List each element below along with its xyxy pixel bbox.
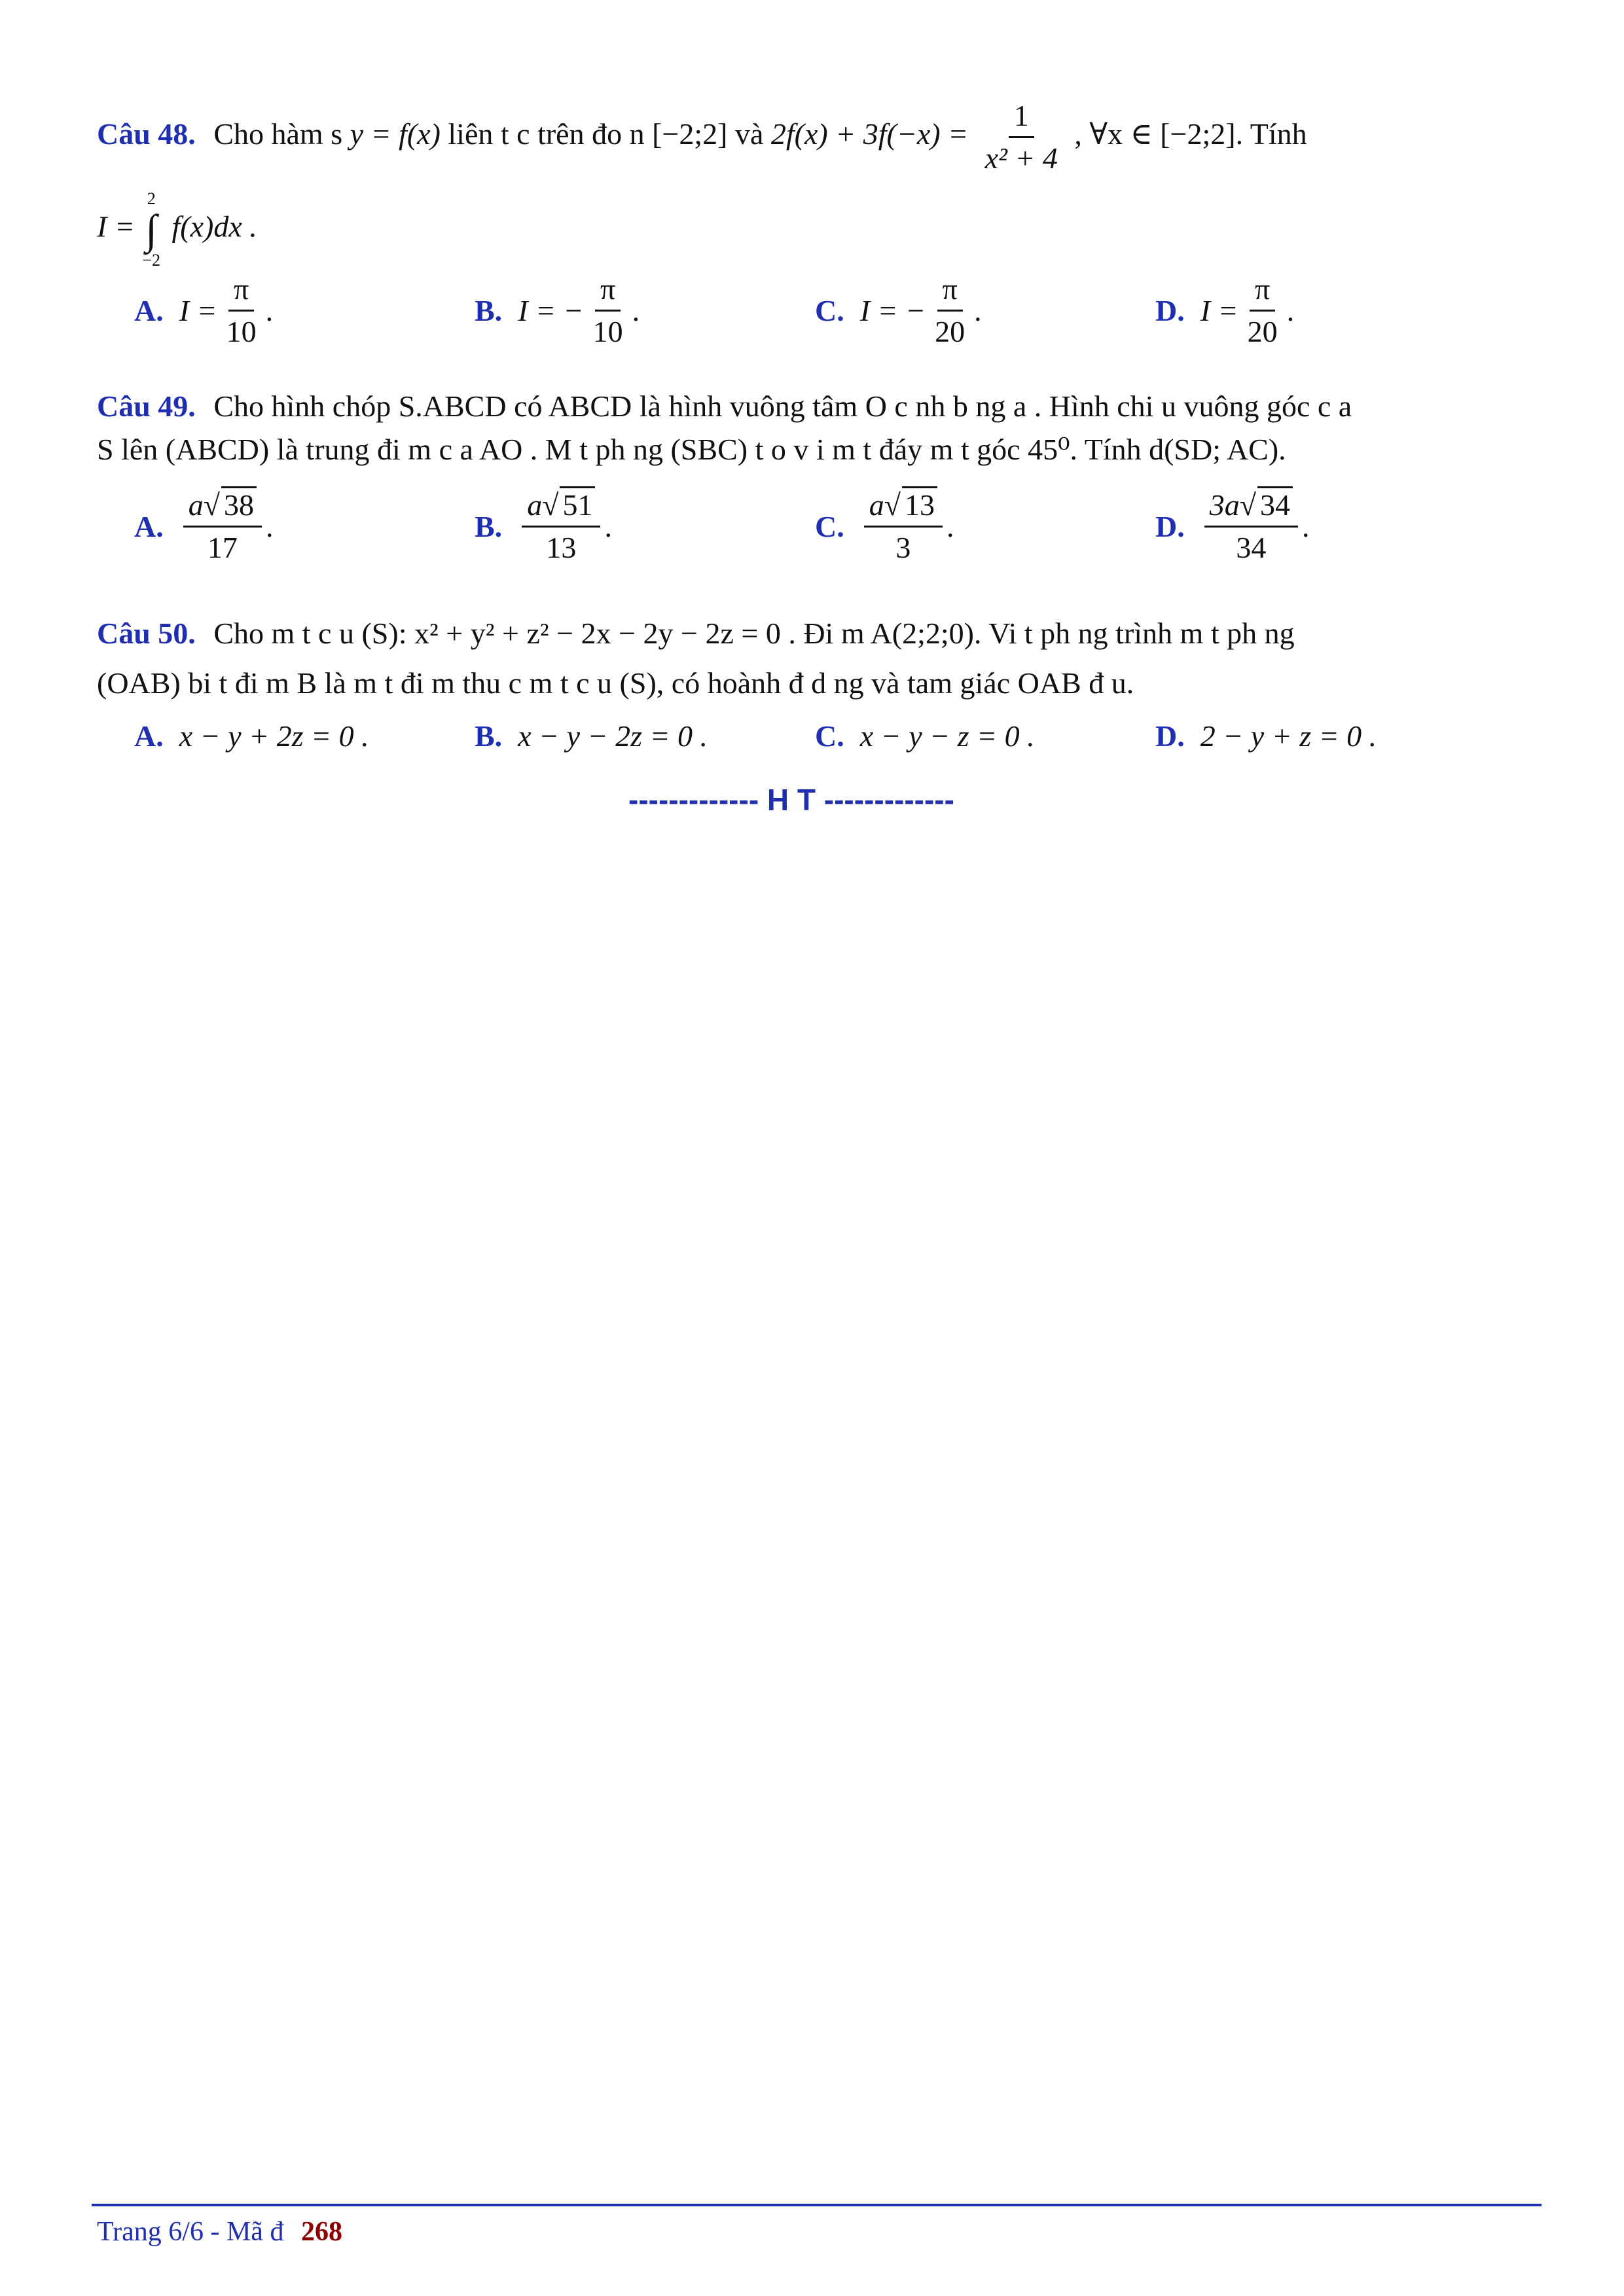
coefficient: a [527, 488, 543, 522]
fraction-denominator: 13 [546, 531, 577, 564]
option-expression: x − y − 2z = 0 . [518, 719, 708, 753]
question-48-text-c: và [734, 117, 771, 151]
question-49-label: Câu 49. [97, 389, 196, 423]
question-48-label: Câu 48. [97, 117, 196, 151]
fraction-denominator: 34 [1236, 531, 1267, 564]
question-50-text-1: Cho m t c u (S): x² + y² + z² − 2x − 2y − 2z = 0 . Đi m A(2;2;0). Vi t ph ng trình m t ph ng [213, 617, 1295, 650]
option-a[interactable]: A. I = $\frac{\pi}{10}$ . [134, 272, 274, 348]
question-49-text-2: S lên (ABCD) là trung đi m c a AO . M t ph ng (SBC) t o v i m t đáy m t góc 45⁰. Tính d(SD; AC). [97, 433, 1286, 466]
fraction-denominator: 10 [592, 315, 623, 348]
integral-lower-bound: −2 [142, 251, 161, 270]
footer-exam-code: 268 [300, 2217, 342, 2247]
question-48-text-b: liên t c trên đo n [448, 117, 653, 151]
option-fraction: $\frac{a√ 38}{17}$ [183, 488, 262, 565]
option-label: C. [815, 294, 844, 327]
question-48-options [134, 272, 1509, 350]
option-label: D. [1155, 719, 1185, 753]
end-marker: ------------- H T ------------- [628, 783, 954, 817]
fraction-denominator: 3 [895, 531, 911, 564]
fraction-denominator: x² + 4 [984, 141, 1058, 175]
footer-divider [92, 2204, 1542, 2206]
question-50-options [134, 719, 1509, 764]
option-fraction [929, 272, 970, 350]
question-50-label: Câu 50. [97, 617, 196, 650]
integral-sign [142, 189, 160, 270]
option-label: B. [475, 719, 503, 753]
option-prefix: I = [179, 294, 217, 327]
option-b[interactable] [475, 719, 708, 753]
fraction-denominator: 17 [207, 531, 238, 564]
option-b[interactable]: B. I = − $\frac{\pi}{10}$ . [475, 272, 640, 348]
option-label: A. [134, 719, 164, 753]
option-fraction [588, 272, 628, 350]
option-a[interactable] [134, 719, 369, 753]
option-c[interactable] [815, 719, 1035, 753]
footer [97, 2216, 342, 2248]
radicand: 13 [902, 486, 937, 522]
question-48-interval: [−2;2] [652, 117, 728, 151]
option-label: C. [815, 719, 844, 753]
option-fraction: $\frac{a√ 51}{13}$ [522, 488, 600, 565]
question-49-options [134, 488, 1509, 573]
question-48-text-d: , ∀x ∈ [−2;2]. Tính [1074, 117, 1307, 151]
question-49-text-1: Cho hình chóp S.ABCD có ABCD là hình vuông tâm O c nh b ng a . Hình chi u vuông góc c a [213, 389, 1352, 423]
option-d[interactable]: D. I = $\frac{\pi}{20}$ . [1155, 272, 1295, 348]
question-49-line-1 [97, 385, 1537, 428]
radicand: 51 [560, 486, 595, 522]
option-label: A. [134, 510, 164, 543]
option-b[interactable]: B. $\frac{a√ 51}{13}$ . [475, 488, 612, 565]
fraction-denominator: 20 [935, 315, 965, 348]
coefficient: 3a [1209, 488, 1240, 522]
fraction-numerator: π [1250, 272, 1275, 312]
question-48-equation: 2f(x) + 3f(−x) = [770, 117, 969, 151]
radicand: 38 [221, 486, 257, 522]
option-c[interactable]: C. $\frac{a√ 13}{3}$ . [815, 488, 954, 565]
question-48-line-1 [97, 98, 1537, 176]
option-prefix: I = − [518, 294, 584, 327]
question-48-fraction [980, 98, 1063, 176]
option-label: C. [815, 510, 844, 543]
integrand: f(x)dx . [171, 209, 257, 243]
question-50-text-2: (OAB) bi t đi m B là m t đi m thu c m t c u (S), có hoành đ d ng và tam giác OAB đ u. [97, 666, 1134, 700]
option-label: D. [1155, 294, 1185, 327]
integral-symbol: ∫ [145, 206, 157, 253]
question-49-line-2 [97, 428, 1537, 471]
option-label: D. [1155, 510, 1185, 543]
option-a[interactable]: A. $\frac{a√ 38}{17}$ . [134, 488, 273, 565]
question-50-line-2 [97, 662, 1537, 705]
radicand: 34 [1257, 486, 1293, 522]
option-expression: 2 − y + z = 0 . [1200, 719, 1377, 753]
option-fraction [1242, 272, 1283, 350]
question-50-line-1 [97, 612, 1537, 655]
footer-page-info: Trang 6/6 - Mã đ [97, 2217, 284, 2247]
fraction-numerator: π [228, 272, 254, 312]
option-prefix: I = − [859, 294, 926, 327]
question-48-text: Cho hàm s [213, 117, 350, 151]
fraction-denominator: 10 [226, 315, 257, 348]
question-49 [97, 385, 1537, 471]
question-50 [97, 612, 1537, 705]
option-d[interactable]: D. $\frac{3a√ 34}{34}$ . [1155, 488, 1309, 565]
option-d[interactable] [1155, 719, 1377, 753]
fraction-numerator: 1 [1009, 98, 1034, 138]
fraction-denominator: 20 [1247, 315, 1278, 348]
option-label: A. [134, 294, 164, 327]
option-expression: x − y − z = 0 . [859, 719, 1035, 753]
option-label: B. [475, 294, 503, 327]
option-fraction: $\frac{a√ 13}{3}$ [864, 488, 943, 565]
option-fraction: $\frac{3a√ 34}{34}$ [1204, 488, 1298, 565]
fraction-numerator: π [595, 272, 621, 312]
question-48-line-2 [97, 189, 1537, 270]
integral-lhs: I = [97, 209, 135, 243]
coefficient: a [188, 488, 204, 522]
integral-upper-bound: 2 [147, 189, 156, 208]
option-c[interactable]: C. I = − $\frac{\pi}{20}$ . [815, 272, 982, 348]
question-48 [97, 98, 1537, 270]
coefficient: a [869, 488, 884, 522]
option-prefix: I = [1200, 294, 1238, 327]
option-label: B. [475, 510, 503, 543]
fraction-numerator: π [937, 272, 963, 312]
option-expression: x − y + 2z = 0 . [179, 719, 369, 753]
question-48-function: y = f(x) [350, 117, 441, 151]
option-fraction [221, 272, 262, 350]
